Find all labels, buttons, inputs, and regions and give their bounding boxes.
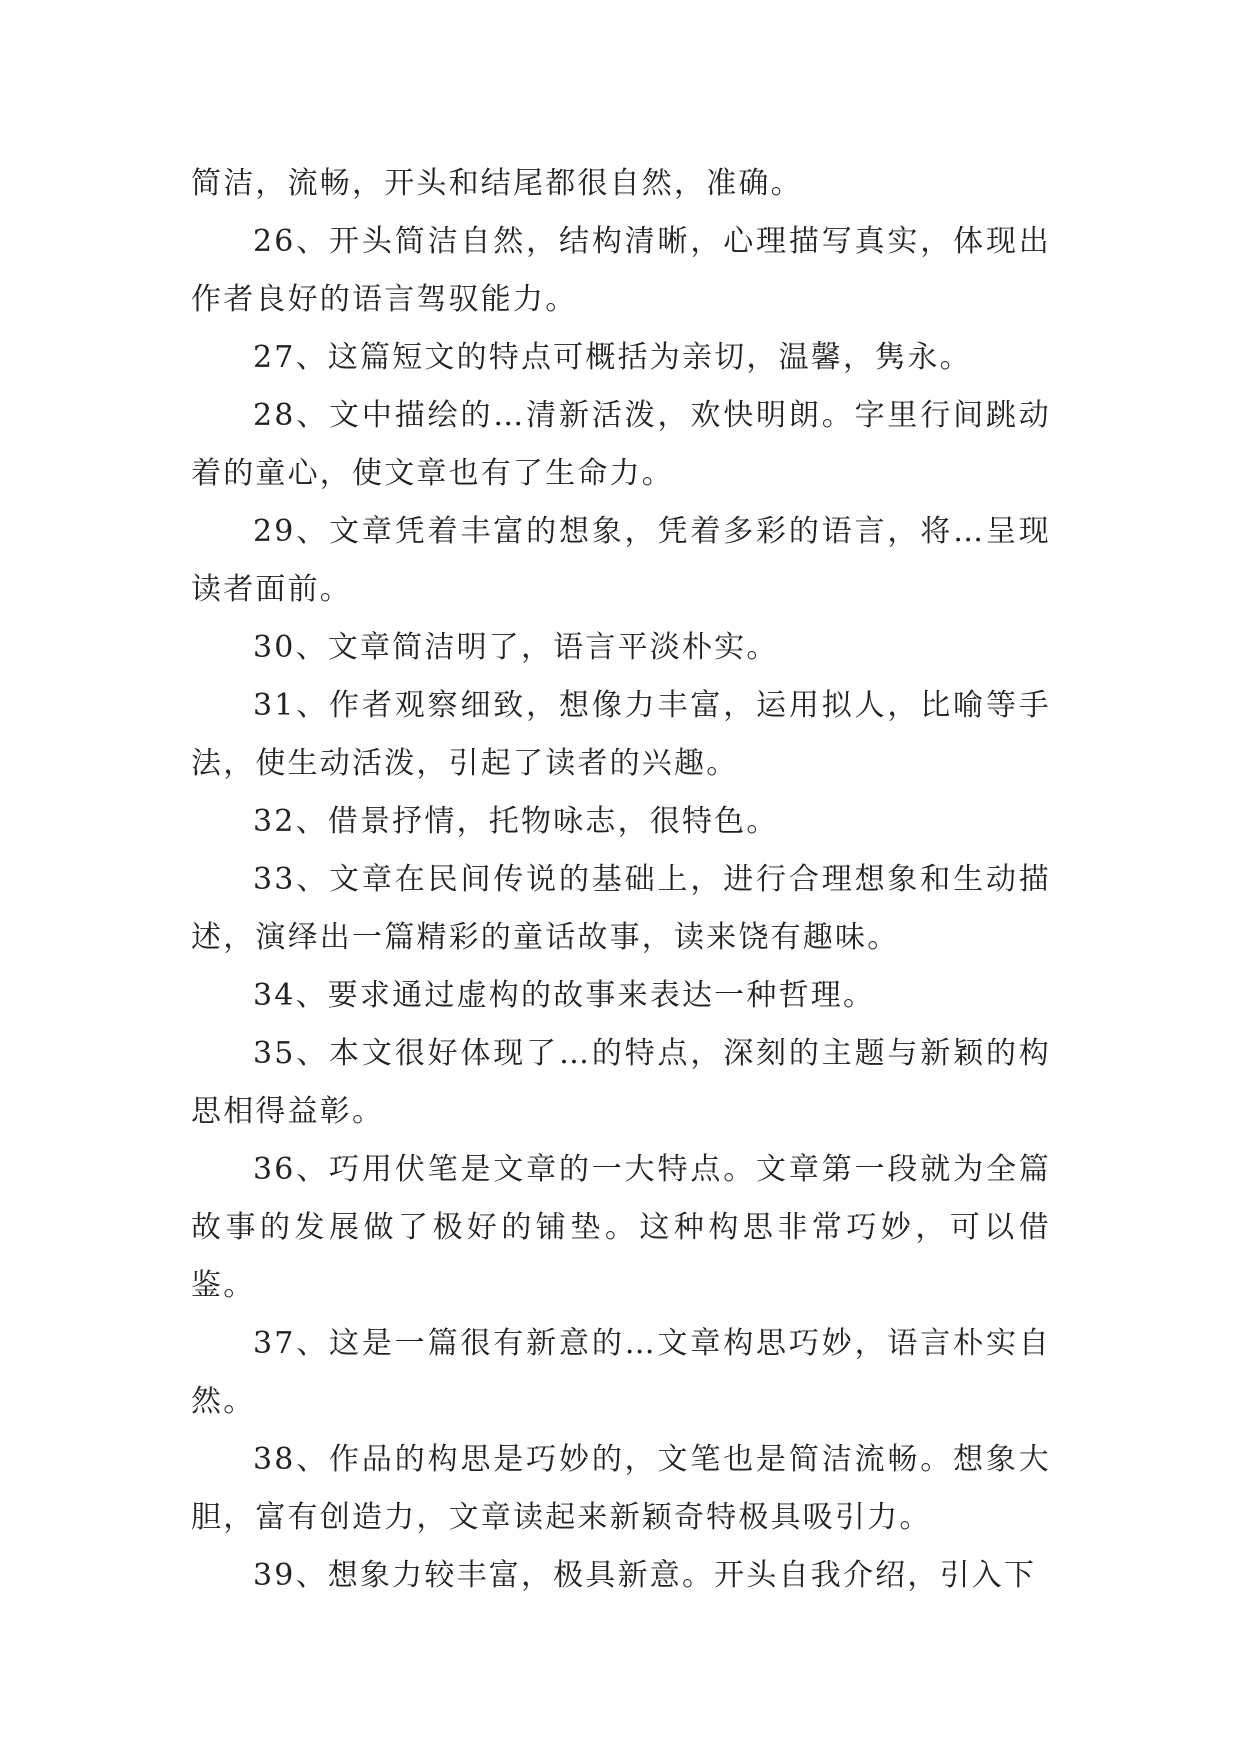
- paragraph-31: 31、作者观察细致，想像力丰富，运用拟人，比喻等手法，使生动活泼，引起了读者的兴趣。: [191, 688, 1051, 781]
- paragraph-35: 35、本文很好体现了…的特点，深刻的主题与新颖的构思相得益彰。: [191, 1036, 1051, 1129]
- paragraph-28: 28、文中描绘的…清新活泼，欢快明朗。字里行间跳动着的童心，使文章也有了生命力。: [191, 398, 1051, 491]
- paragraph-33: 33、文章在民间传说的基础上，进行合理想象和生动描述，演绎出一篇精彩的童话故事，读来饶有趣味。: [191, 862, 1051, 955]
- paragraph-37: 37、这是一篇很有新意的…文章构思巧妙，语言朴实自然。: [191, 1326, 1051, 1419]
- paragraph-30: 30、文章简洁明了，语言平淡朴实。: [253, 630, 779, 665]
- paragraph-0: 简洁，流畅，开头和结尾都很自然，准确。: [191, 166, 803, 201]
- paragraph-27: 27、这篇短文的特点可概括为亲切，温馨，隽永。: [253, 340, 972, 375]
- paragraph-26: 26、开头简洁自然，结构清晰，心理描写真实，体现出作者良好的语言驾驭能力。: [191, 224, 1051, 317]
- paragraph-32: 32、借景抒情，托物咏志，很特色。: [253, 804, 779, 839]
- paragraph-38: 38、作品的构思是巧妙的，文笔也是简洁流畅。想象大胆，富有创造力，文章读起来新颖奇特极具吸引力。: [191, 1442, 1051, 1535]
- document-body: [191, 155, 1051, 1605]
- paragraph-39: 39、想象力较丰富，极具新意。开头自我介绍，引入下: [253, 1558, 1037, 1593]
- paragraph-34: 34、要求通过虚构的故事来表达一种哲理。: [253, 978, 876, 1013]
- paragraph-29: 29、文章凭着丰富的想象，凭着多彩的语言，将…呈现读者面前。: [191, 514, 1051, 607]
- paragraph-36: 36、巧用伏笔是文章的一大特点。文章第一段就为全篇故事的发展做了极好的铺垫。这种构思非常巧妙，可以借鉴。: [191, 1152, 1051, 1303]
